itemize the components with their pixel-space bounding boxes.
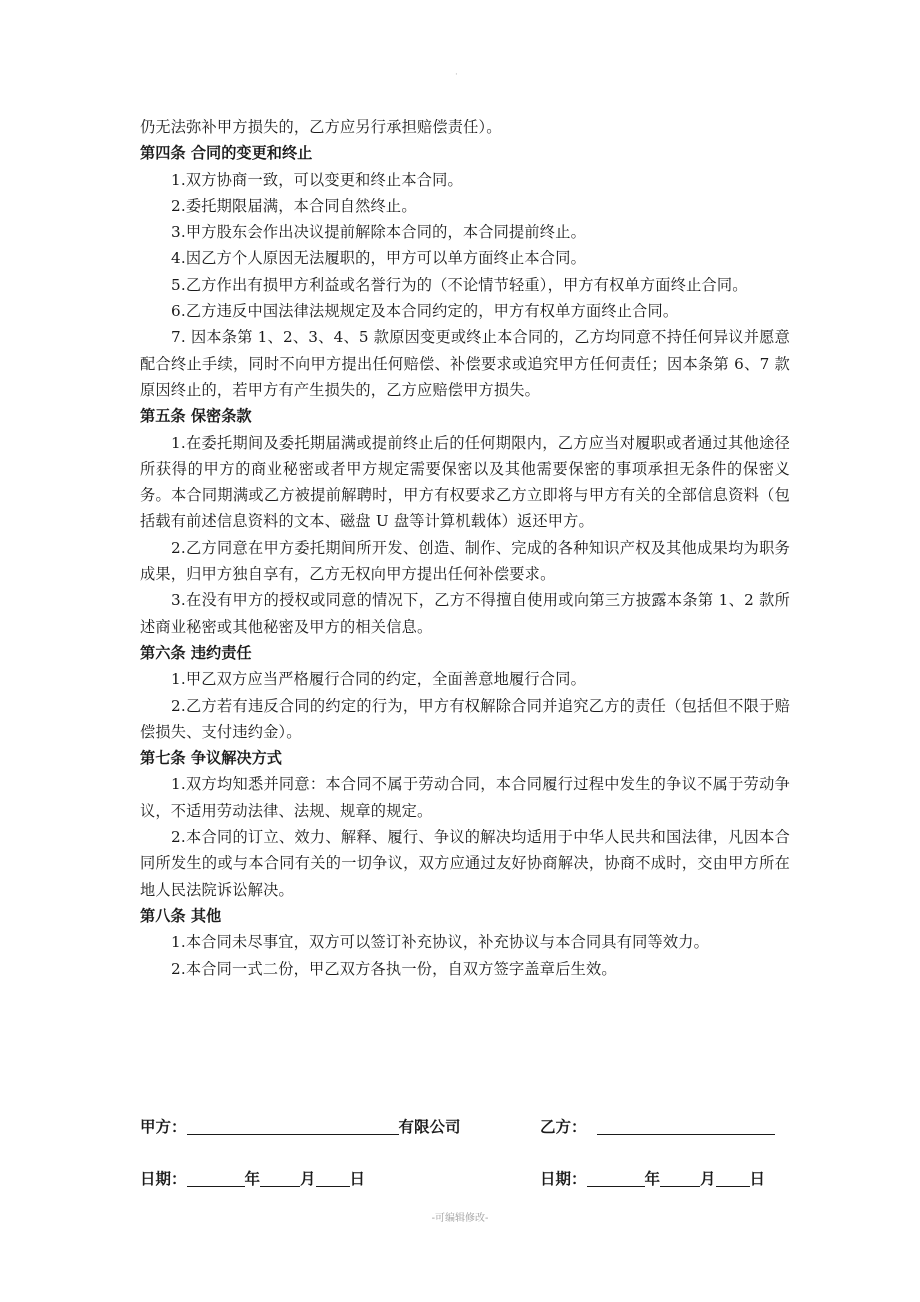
section-heading: 第六条 违约责任 bbox=[140, 643, 252, 662]
date-label-b: 日期： bbox=[540, 1170, 587, 1188]
party-a-blank[interactable] bbox=[187, 1118, 399, 1135]
date-b-month-blank[interactable] bbox=[660, 1170, 700, 1187]
section-heading: 第七条 争议解决方式 bbox=[140, 749, 282, 768]
clause-paragraph: 6.乙方违反中国法律法规规定及本合同约定的，甲方有权单方面终止合同。 bbox=[171, 302, 679, 321]
date-b-year: 年 bbox=[644, 1170, 661, 1188]
party-a-suffix: 有限公司 bbox=[398, 1118, 461, 1136]
party-a-signature bbox=[140, 1115, 461, 1137]
clause-paragraph: 3.甲方股东会作出决议提前解除本合同的，本合同提前终止。 bbox=[171, 223, 586, 242]
section-heading: 第八条 其他 bbox=[140, 906, 222, 925]
date-b-month: 月 bbox=[700, 1170, 716, 1188]
date-a-month-blank[interactable] bbox=[260, 1170, 300, 1187]
clause-paragraph: 1.甲乙双方应当严格履行合同的约定，全面善意地履行合同。 bbox=[171, 670, 586, 689]
party-a-label: 甲方： bbox=[140, 1118, 187, 1136]
clause-paragraph: 1.双方协商一致，可以变更和终止本合同。 bbox=[171, 170, 463, 189]
clause-paragraph: 2.委托期限届满，本合同自然终止。 bbox=[171, 196, 417, 215]
clause-paragraph: 7. 因本条第 1、2、3、4、5 款原因变更或终止本合同的，乙方均同意不持任何异议并愿意配合终止手续，同时不向甲方提出任何赔偿、补偿要求或追究甲方任何责任；因本条第 6、7 款原因终止的，若甲方有产生损失的，乙方应赔偿甲方损失。 bbox=[140, 328, 790, 399]
date-b-day: 日 bbox=[749, 1170, 766, 1188]
clause-paragraph: 1.双方均知悉并同意：本合同不属于劳动合同，本合同履行过程中发生的争议不属于劳动争议，不适用劳动法律、法规、规章的规定。 bbox=[140, 775, 790, 820]
party-a-date bbox=[140, 1167, 365, 1189]
clause-paragraph: 1.在委托期间及委托期届满或提前终止后的任何期限内，乙方应当对履职或者通过其他途径所获得的甲方的商业秘密或者甲方规定需要保密以及其他需要保密的事项承担无条件的保密义务。本合同期满或乙方被提前解聘时，甲方有权要求乙方立即将与甲方有关的全部信息资料（包括载有前述信息资料的文本、磁盘 U 盘等计算机载体）返还甲方。 bbox=[140, 433, 790, 531]
clause-paragraph: 4.因乙方个人原因无法履职的，甲方可以单方面终止本合同。 bbox=[171, 249, 586, 268]
clause-paragraph: 2.乙方若有违反合同的约定的行为，甲方有权解除合同并追究乙方的责任（包括但不限于赔偿损失、支付违约金）。 bbox=[140, 696, 790, 741]
clause-paragraph: 1.本合同未尽事宜，双方可以签订补充协议，补充协议与本合同具有同等效力。 bbox=[171, 933, 710, 952]
date-b-year-blank[interactable] bbox=[587, 1170, 645, 1187]
clause-paragraph: 3.在没有甲方的授权或同意的情况下，乙方不得擅自使用或向第三方披露本条第 1、2 款所述商业秘密或其他秘密及甲方的相关信息。 bbox=[140, 591, 790, 636]
section-heading: 第五条 保密条款 bbox=[140, 407, 252, 426]
section-heading: 第四条 合同的变更和终止 bbox=[140, 144, 313, 163]
footer-note: -可编辑修改- bbox=[431, 1213, 489, 1224]
date-b-day-blank[interactable] bbox=[716, 1170, 750, 1187]
date-a-month: 月 bbox=[300, 1170, 316, 1188]
party-b-blank[interactable] bbox=[597, 1118, 775, 1135]
party-b-signature bbox=[540, 1115, 775, 1137]
top-mark: · bbox=[455, 70, 458, 80]
clause-paragraph: 仍无法弥补甲方损失的，乙方应另行承担赔偿责任）。 bbox=[140, 118, 502, 136]
party-b-label: 乙方： bbox=[540, 1118, 587, 1136]
date-a-year-blank[interactable] bbox=[187, 1170, 245, 1187]
date-a-day: 日 bbox=[349, 1170, 366, 1188]
clause-paragraph: 2.本合同一式二份，甲乙双方各执一份，自双方签字盖章后生效。 bbox=[171, 959, 617, 978]
clause-paragraph: 2.乙方同意在甲方委托期间所开发、创造、制作、完成的各种知识产权及其他成果均为职务成果，归甲方独自享有，乙方无权向甲方提出任何补偿要求。 bbox=[140, 538, 790, 584]
party-b-date bbox=[540, 1167, 765, 1189]
date-a-day-blank[interactable] bbox=[316, 1170, 350, 1187]
clause-paragraph: 2.本合同的订立、效力、解释、履行、争议的解决均适用于中华人民共和国法律，凡因本合同所发生的或与本合同有关的一切争议，双方应通过友好协商解决，协商不成时，交由甲方所在地人民法院诉讼解决。 bbox=[140, 828, 790, 899]
contract-body bbox=[140, 114, 790, 982]
clause-paragraph: 5.乙方作出有损甲方利益或名誉行为的（不论情节轻重），甲方有权单方面终止合同。 bbox=[171, 275, 748, 294]
date-label-a: 日期： bbox=[140, 1170, 187, 1188]
date-a-year: 年 bbox=[244, 1170, 261, 1188]
